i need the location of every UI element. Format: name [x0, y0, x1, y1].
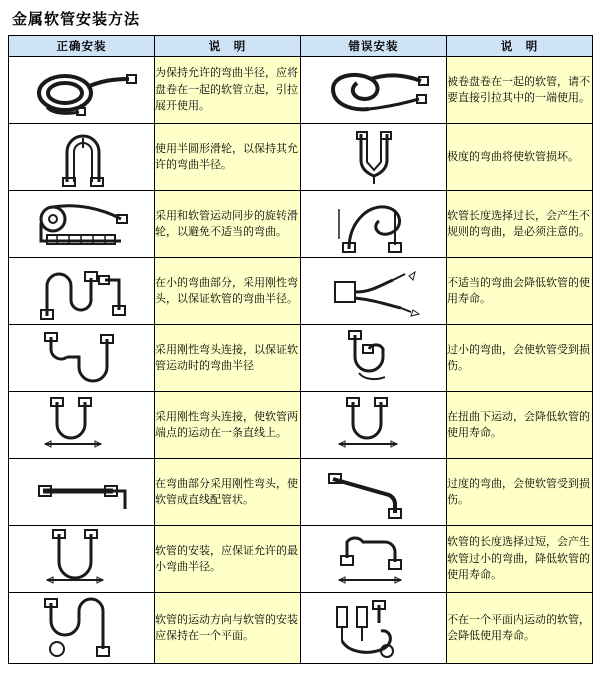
hose-sharp-bend-icon [301, 124, 447, 191]
table-header [9, 36, 593, 57]
table-row [9, 593, 593, 664]
row-correct-text: 采用刚性弯头连接，以保证软管运动时的弯曲半径 [155, 325, 301, 392]
table-row [9, 57, 593, 124]
table-row [9, 191, 593, 258]
excessive-bend-icon [301, 459, 447, 526]
header-wrong-image: 错误安装 [301, 36, 447, 57]
minimum-bend-radius-u-icon [9, 526, 155, 593]
row-wrong-text: 不适当的弯曲会降低软管的使用寿命。 [447, 258, 593, 325]
hose-with-rotating-pulley-chain-icon [9, 191, 155, 258]
row-correct-text: 软管的安装，应保证允许的最小弯曲半径。 [155, 526, 301, 593]
rigid-elbow-straight-line-motion-icon [9, 392, 155, 459]
header-row [9, 36, 593, 57]
header-correct-text: 说 明 [155, 36, 301, 57]
row-correct-text: 采用刚性弯头连接，使软管两端点的运动在一条直线上。 [155, 392, 301, 459]
motion-out-of-plane-icon [301, 593, 447, 664]
hose-too-long-bend-icon [301, 526, 447, 593]
row-wrong-text: 软管长度选择过长，会产生不规则的弯曲，是必须注意的。 [447, 191, 593, 258]
motion-in-same-plane-icon [9, 593, 155, 664]
rigid-elbow-straight-piping-icon [9, 459, 155, 526]
row-correct-text: 软管的运动方向与软管的安装应保持在一个平面。 [155, 593, 301, 664]
row-wrong-text: 被卷盘卷在一起的软管，请不要直接引拉其中的一端使用。 [447, 57, 593, 124]
row-wrong-text: 过小的弯曲，会使软管受到损伤。 [447, 325, 593, 392]
row-wrong-text: 极度的弯曲将使软管损坏。 [447, 124, 593, 191]
page-title: 金属软管安装方法 [12, 10, 141, 28]
rigid-elbow-connection-u-icon [9, 325, 155, 392]
table-row [9, 124, 593, 191]
row-correct-text: 使用半圆形滑轮，以保持其允许的弯曲半径。 [155, 124, 301, 191]
row-wrong-text: 软管的长度选择过短，会产生软管过小的弯曲，降低软管的使用寿命。 [447, 526, 593, 593]
hose-over-half-round-pulley-icon [9, 124, 155, 191]
twisting-motion-icon [301, 392, 447, 459]
table-row [9, 526, 593, 593]
rigid-bend-small-radius-icon [9, 258, 155, 325]
header-wrong-text: 说 明 [447, 36, 593, 57]
row-correct-text: 为保持允许的弯曲半径，应将盘卷在一起的软管立起，引拉展开使用。 [155, 57, 301, 124]
coiled-hose-standing-icon [9, 57, 155, 124]
coiled-hose-pulled-icon [301, 57, 447, 124]
table-body [9, 57, 593, 664]
table-row [9, 459, 593, 526]
table-row [9, 258, 593, 325]
row-wrong-text: 过度的弯曲，会使软管受到损伤。 [447, 459, 593, 526]
installation-methods-table [8, 35, 593, 664]
hose-too-long-loop-icon [301, 191, 447, 258]
row-wrong-text: 在扭曲下运动，会降低软管的使用寿命。 [447, 392, 593, 459]
row-correct-text: 在小的弯曲部分，采用刚性弯头，以保证软管的弯曲半径。 [155, 258, 301, 325]
row-wrong-text: 不在一个平面内运动的软管，会降低使用寿命。 [447, 593, 593, 664]
table-row [9, 392, 593, 459]
row-correct-text: 在弯曲部分采用刚性弯头，使软管成直线配管状。 [155, 459, 301, 526]
row-correct-text: 采用和软管运动同步的旋转滑轮，以避免不适当的弯曲。 [155, 191, 301, 258]
header-correct-image: 正确安装 [9, 36, 155, 57]
table-row [9, 325, 593, 392]
improper-bend-icon [301, 258, 447, 325]
too-small-bend-icon [301, 325, 447, 392]
